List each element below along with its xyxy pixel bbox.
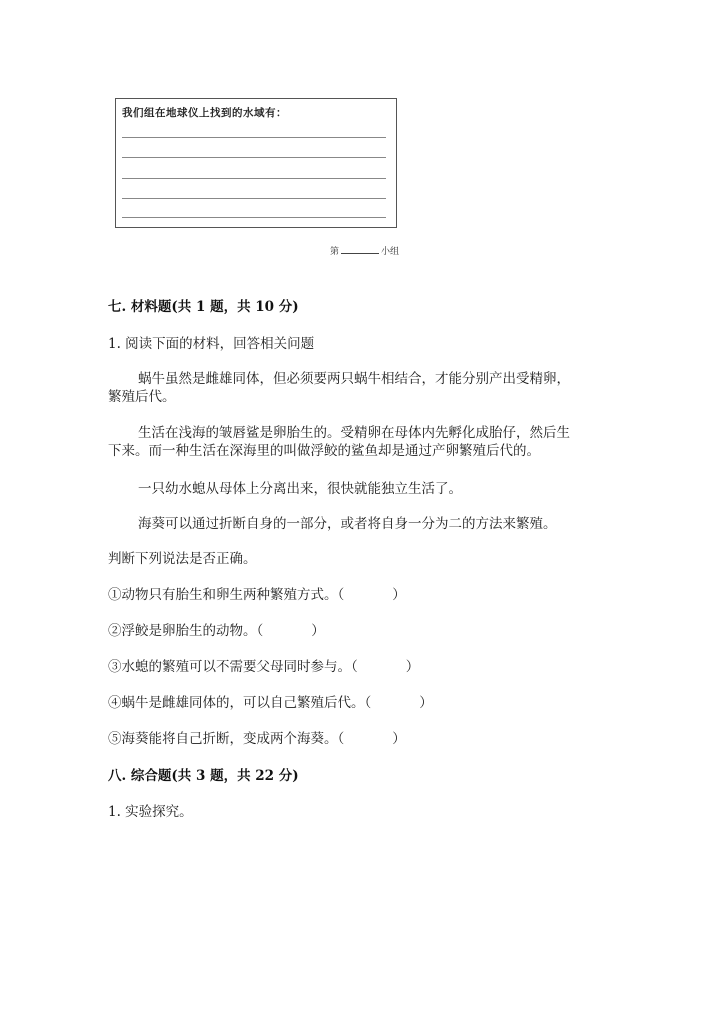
statement-text: ④蜗牛是雌雄同体的，可以自己繁殖后代。（ — [108, 695, 372, 711]
material-paragraph: 海葵可以通过折断自身的一部分，或者将自身一分为二的方法来繁殖。 — [138, 516, 557, 532]
group-prefix: 第 — [330, 247, 340, 257]
statement-text: ①动物只有胎生和卵生两种繁殖方式。（ — [108, 587, 345, 603]
statement-item — [108, 619, 325, 639]
statement-text: ②浮鲛是卵胎生的动物。（ — [108, 623, 264, 639]
statement-item — [108, 583, 406, 603]
material-paragraph: 蜗牛虽然是雌雄同体，但必须要两只蜗牛相结合，才能分别产出受精卵， — [138, 371, 570, 387]
judge-prompt: 判断下列说法是否正确。 — [108, 551, 257, 567]
close-paren: ） — [405, 659, 420, 675]
answer-line[interactable] — [122, 137, 386, 138]
material-paragraph: 生活在浅海的皱唇鲨是卵胎生的。受精卵在母体内先孵化成胎仔，然后生 — [138, 425, 570, 441]
material-paragraph: 繁殖后代。 — [108, 389, 176, 405]
answer-box — [115, 98, 397, 228]
statement-item — [108, 655, 419, 675]
close-paren: ） — [392, 587, 406, 603]
statement-text: ③水螅的繁殖可以不需要父母同时参与。（ — [108, 659, 358, 675]
section-7-title: 七. 材料题(共 1 题，共 10 分) — [108, 299, 299, 315]
statement-text: ⑤海葵能将自己折断，变成两个海葵。（ — [108, 731, 345, 747]
statement-item — [108, 691, 433, 711]
section-8-title: 八. 综合题(共 3 题，共 22 分) — [108, 768, 299, 784]
question-prompt: 1. 实验探究。 — [108, 804, 193, 820]
statement-item — [108, 727, 406, 747]
close-paren: ） — [419, 695, 433, 711]
answer-line[interactable] — [122, 178, 386, 179]
group-number-blank[interactable] — [341, 245, 379, 254]
answer-line[interactable] — [122, 217, 386, 218]
group-number-label — [330, 244, 399, 257]
answer-box-label: 我们组在地球仪上找到的水域有： — [122, 107, 287, 119]
answer-line[interactable] — [122, 157, 386, 158]
material-paragraph: 下来。而一种生活在深海里的叫做浮鲛的鲨鱼却是通过产卵繁殖后代的。 — [108, 443, 540, 459]
material-paragraph: 一只幼水螅从母体上分离出来，很快就能独立生活了。 — [138, 481, 462, 497]
question-prompt: 1. 阅读下面的材料，回答相关问题 — [108, 336, 315, 352]
answer-line[interactable] — [122, 198, 386, 199]
group-suffix: 小组 — [381, 247, 400, 257]
close-paren: ） — [392, 731, 406, 747]
close-paren: ） — [311, 623, 325, 639]
